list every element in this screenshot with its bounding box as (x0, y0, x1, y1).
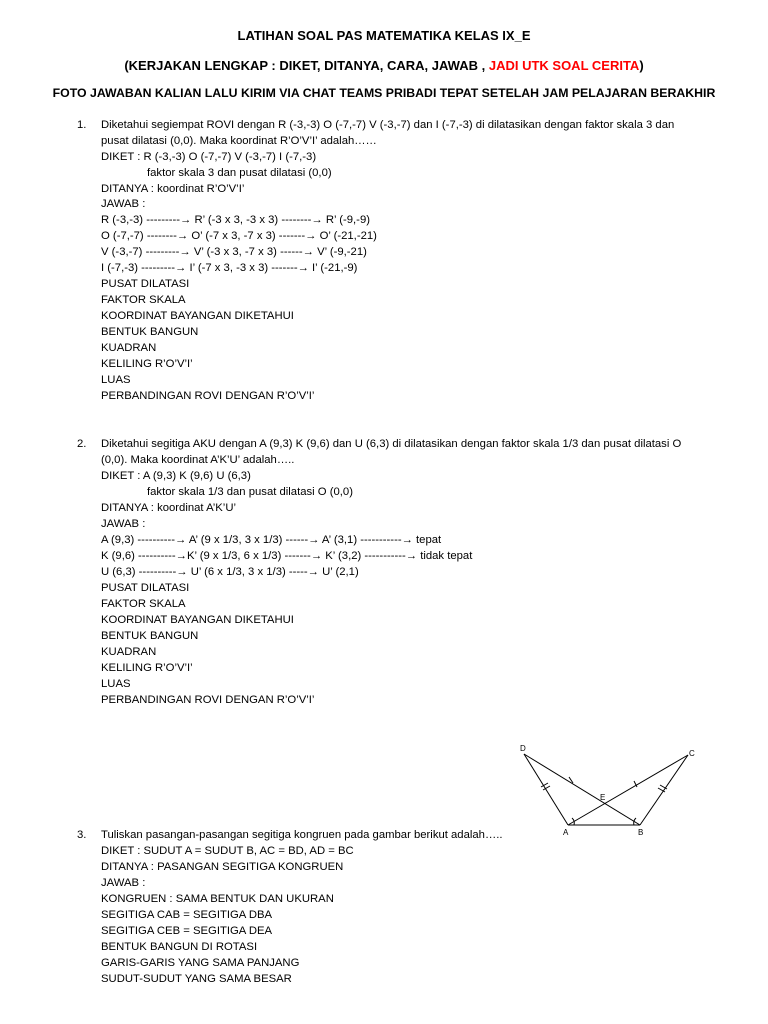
q2-line: Diketahui segitiga AKU dengan A (9,3) K (9,6) dan U (6,3) di dilatasikan dengan faktor skala 1/3 dan pusat dilatasi O (101, 438, 682, 450)
q1-line: O (-7,-7) --------→ O’ (-7 x 3, -7 x 3) -------→ O’ (-21,-21) (101, 230, 377, 242)
q1-line: V (-3,-7) ---------→ V’ (-3 x 3, -7 x 3) ------→ V’ (-9,-21) (101, 246, 367, 258)
point-label-e: E (600, 793, 606, 802)
q2-line: FAKTOR SKALA (101, 598, 186, 610)
q1-line: pusat dilatasi (0,0). Maka koordinat R’O’V’I’ adalah…… (101, 135, 377, 147)
q3-line: SUDUT-SUDUT YANG SAMA BESAR (101, 973, 292, 985)
q3-line: JAWAB : (101, 877, 146, 889)
q2-line: K (9,6) ----------→K’ (9 x 1/3, 6 x 1/3) -------→ K’ (3,2) -----------→ tidak tepat (101, 550, 473, 562)
q1-line: KELILING R’O’V’I’ (101, 358, 193, 370)
q2-line: DIKET : A (9,3) K (9,6) U (6,3) (101, 470, 251, 482)
segment-bc (640, 755, 688, 825)
segment-da (524, 754, 568, 825)
question-1-number: 1. (77, 119, 87, 131)
q2-line: JAWAB : (101, 518, 146, 530)
q1-line: JAWAB : (101, 198, 146, 210)
document-title: LATIHAN SOAL PAS MATEMATIKA KELAS IX_E (237, 28, 531, 43)
point-label-d: D (520, 744, 526, 753)
congruent-triangles-figure (510, 740, 710, 850)
q1-line: PUSAT DILATASI (101, 278, 190, 290)
q3-line: DITANYA : PASANGAN SEGITIGA KONGRUEN (101, 861, 344, 873)
q3-line: SEGITIGA CAB = SEGITIGA DBA (101, 909, 273, 921)
instruction-close: ) (639, 58, 644, 73)
point-label-b: B (638, 828, 644, 837)
q2-line: LUAS (101, 678, 131, 690)
q2-line: U (6,3) ----------→ U’ (6 x 1/3, 3 x 1/3) -----→ U’ (2,1) (101, 566, 359, 578)
instruction-line (0, 58, 768, 73)
point-label-c: C (689, 749, 695, 758)
q1-line: Diketahui segiempat ROVI dengan R (-3,-3) O (-7,-7) V (-3,-7) dan I (-7,-3) di dilatasikan dengan faktor skala 3 dan (101, 119, 675, 131)
q1-line: KOORDINAT BAYANGAN DIKETAHUI (101, 310, 294, 322)
segment-db (524, 754, 640, 825)
q3-line: BENTUK BANGUN DI ROTASI (101, 941, 258, 953)
question-3-number: 3. (77, 829, 87, 841)
q2-line: faktor skala 1/3 dan pusat dilatasi O (0,0) (147, 486, 353, 498)
segment-ac (568, 755, 688, 825)
q2-line: DITANYA : koordinat A’K’U’ (101, 502, 236, 514)
q2-line: (0,0). Maka koordinat A’K’U’ adalah….. (101, 454, 295, 466)
q1-line: faktor skala 3 dan pusat dilatasi (0,0) (147, 167, 332, 179)
q3-line: GARIS-GARIS YANG SAMA PANJANG (101, 957, 300, 969)
q2-line: BENTUK BANGUN (101, 630, 199, 642)
q2-line: PUSAT DILATASI (101, 582, 190, 594)
q3-line: SEGITIGA CEB = SEGITIGA DEA (101, 925, 273, 937)
point-label-a: A (563, 828, 569, 837)
q1-line: PERBANDINGAN ROVI DENGAN R’O’V’I’ (101, 390, 315, 402)
question-2-number: 2. (77, 438, 87, 450)
q1-line: DITANYA : koordinat R’O’V’I’ (101, 183, 245, 195)
submission-note: FOTO JAWABAN KALIAN LALU KIRIM VIA CHAT TEAMS PRIBADI TEPAT SETELAH JAM PELAJARAN BERAKHIR (52, 86, 716, 100)
q1-line: DIKET : R (-3,-3) O (-7,-7) V (-3,-7) I (-7,-3) (101, 151, 317, 163)
q2-line: KUADRAN (101, 646, 157, 658)
q3-line: DIKET : SUDUT A = SUDUT B, AC = BD, AD = BC (101, 845, 354, 857)
q2-line: KELILING R’O’V’I’ (101, 662, 193, 674)
q3-line: Tuliskan pasangan-pasangan segitiga kongruen pada gambar berikut adalah….. (101, 829, 503, 841)
q2-line: A (9,3) ----------→ A’ (9 x 1/3, 3 x 1/3) ------→ A’ (3,1) -----------→ tepat (101, 534, 442, 546)
q1-line: BENTUK BANGUN (101, 326, 199, 338)
instruction-text: (KERJAKAN LENGKAP : DIKET, DITANYA, CARA, JAWAB , (124, 58, 489, 73)
q2-line: PERBANDINGAN ROVI DENGAN R’O’V’I’ (101, 694, 315, 706)
q2-line: KOORDINAT BAYANGAN DIKETAHUI (101, 614, 294, 626)
q1-line: I (-7,-3) ---------→ I’ (-7 x 3, -3 x 3) -------→ I’ (-21,-9) (101, 262, 358, 274)
q1-line: FAKTOR SKALA (101, 294, 186, 306)
instruction-highlight: JADI UTK SOAL CERITA (488, 58, 640, 73)
q3-line: KONGRUEN : SAMA BENTUK DAN UKURAN (101, 893, 334, 905)
q1-line: KUADRAN (101, 342, 157, 354)
q1-line: R (-3,-3) ---------→ R’ (-3 x 3, -3 x 3) --------→ R’ (-9,-9) (101, 214, 370, 226)
q1-line: LUAS (101, 374, 131, 386)
